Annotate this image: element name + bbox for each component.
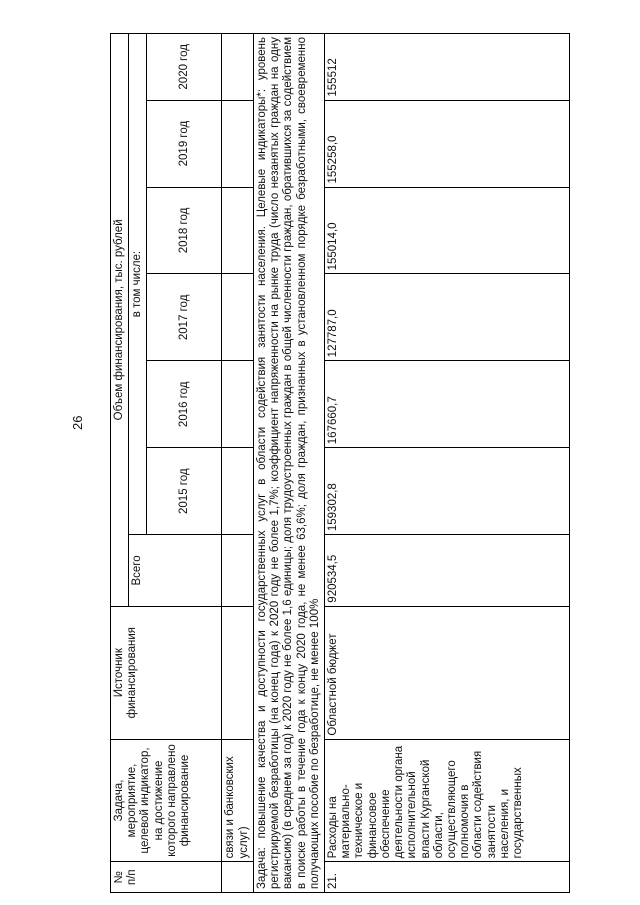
row-total: 920534,5: [324, 535, 569, 607]
row-value: 167660,7: [324, 361, 569, 448]
row-name: Расходы на материально-техническое и финансовое обеспечение деятельности органа исполнительной власти Курганской области, осуществляющего полномочия в области содействия занятости населения, и государственных: [324, 739, 569, 862]
task-description: Задача: повышение качества и доступности государственных услуг в области содействия занятости населения. Целевые индикаторы*: уровень регистрируемой безработицы (на конец года) к 2020 году не более 1,7%; коэффициент напряженности на рынке труда (число незанятых граждан на одну вакансию) (в среднем за год) к 2020 году не более 1,6 единицы; доля трудоустроенных граждан в общей численности граждан, обратившихся за содействием в поиске работы в течение года к концу 2020 года, не менее 63,6%; доля граждан, признанных в установленном порядке безработными, своевременно получающих пособие по безработице, не менее 100%: [253, 34, 324, 893]
header-task: Задача, мероприятие, целевой индикатор, на достижение которого направлено финансирование: [111, 739, 222, 862]
header-total: Всего: [129, 535, 222, 607]
header-year: 2016 год: [147, 361, 222, 448]
row-source: Областной бюджет: [324, 606, 569, 739]
row-value: 155258,0: [324, 100, 569, 187]
financing-table: [110, 33, 570, 893]
header-year: 2020 год: [147, 34, 222, 101]
header-year: 2017 год: [147, 274, 222, 361]
row-num: 21.: [324, 862, 569, 893]
task-row: [253, 34, 324, 893]
header-row-1: [111, 34, 129, 893]
header-including: в том числе:: [129, 34, 147, 535]
row-value: 127787,0: [324, 274, 569, 361]
continuation-num: [222, 862, 253, 893]
header-year: 2019 год: [147, 100, 222, 187]
row-value: 155512: [324, 34, 569, 101]
continuation-text: связи и банковских услуг): [222, 739, 253, 862]
header-year: 2015 год: [147, 448, 222, 535]
row-value: 159302,8: [324, 448, 569, 535]
header-year: 2018 год: [147, 187, 222, 274]
table-row: [324, 34, 569, 893]
row-value: 155014,0: [324, 187, 569, 274]
header-source: Источник финансирования: [111, 606, 222, 739]
header-volume: Объем финансирования, тыс. рублей: [111, 34, 129, 607]
header-num: № п/п: [111, 862, 222, 893]
continuation-row: [222, 34, 253, 893]
rotated-table-sheet: [110, 33, 640, 893]
